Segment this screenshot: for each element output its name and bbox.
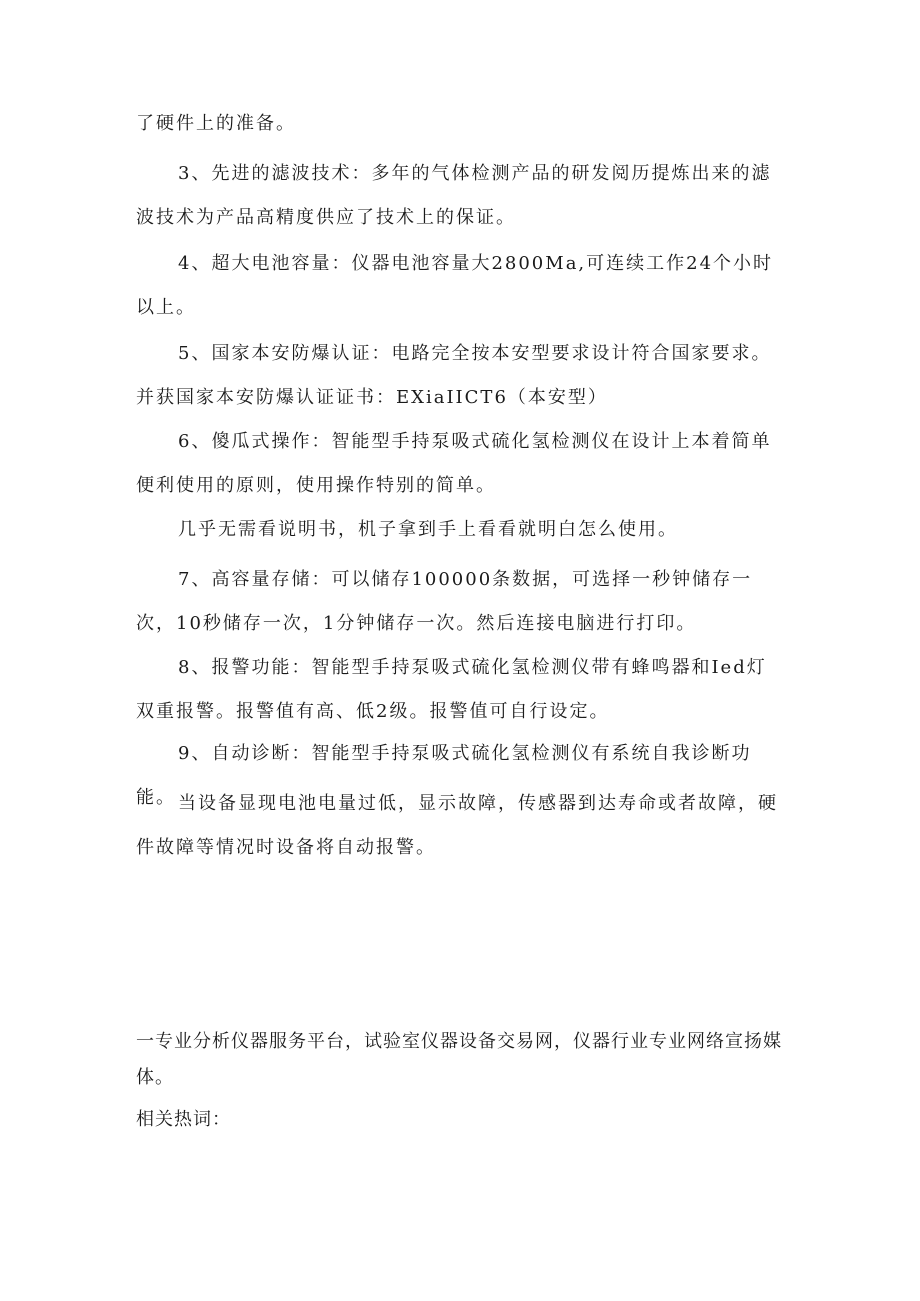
footer-platform-text: 一专业分析仪器服务平台，试验室仪器设备交易网，仪器行业专业网络宣扬媒体。 bbox=[136, 1031, 782, 1088]
footer-related-label: 相关热词： bbox=[136, 1109, 231, 1130]
paragraph-filter-tech: 3、先进的滤波技术：多年的气体检测产品的研发阅历提炼出来的滤波技术为产品高精度供应了技术上的保证。 bbox=[136, 163, 772, 228]
paragraph-diagnosis-detail: 当设备显现电池电量过低，显示故障，传感器到达寿命或者故障，硬件故障等情况时设备将自动报警。 bbox=[136, 793, 778, 858]
paragraph-battery: 4、超大电池容量：仪器电池容量大2800Ma,可连续工作24个小时以上。 bbox=[136, 253, 774, 318]
paragraph-alarm: 8、报警功能：智能型手持泵吸式硫化氢检测仪带有蜂鸣器和Ied灯双重报警。报警值有高、低2级。报警值可自行设定。 bbox=[136, 657, 767, 722]
paragraph-no-manual: 几乎无需看说明书，机子拿到手上看看就明白怎么使用。 bbox=[178, 519, 678, 540]
paragraph-storage: 7、高容量存储：可以储存100000条数据，可选择一秒钟储存一次，10秒储存一次，1分钟储存一次。然后连接电脑进行打印。 bbox=[136, 569, 753, 634]
paragraph-easy-operation: 6、傻瓜式操作：智能型手持泵吸式硫化氢检测仪在设计上本着简单便利使用的原则，使用操作特别的简单。 bbox=[136, 431, 772, 496]
paragraph-self-diagnosis: 9、自动诊断：智能型手持泵吸式硫化氢检测仪有系统自我诊断功能。 bbox=[136, 743, 752, 808]
paragraph-explosion-proof: 5、国家本安防爆认证：电路完全按本安型要求设计符合国家要求。并获国家本安防爆认证证书：EXiaIICT6（本安型） bbox=[136, 343, 772, 408]
paragraph-continuation: 了硬件上的准备。 bbox=[136, 113, 296, 134]
